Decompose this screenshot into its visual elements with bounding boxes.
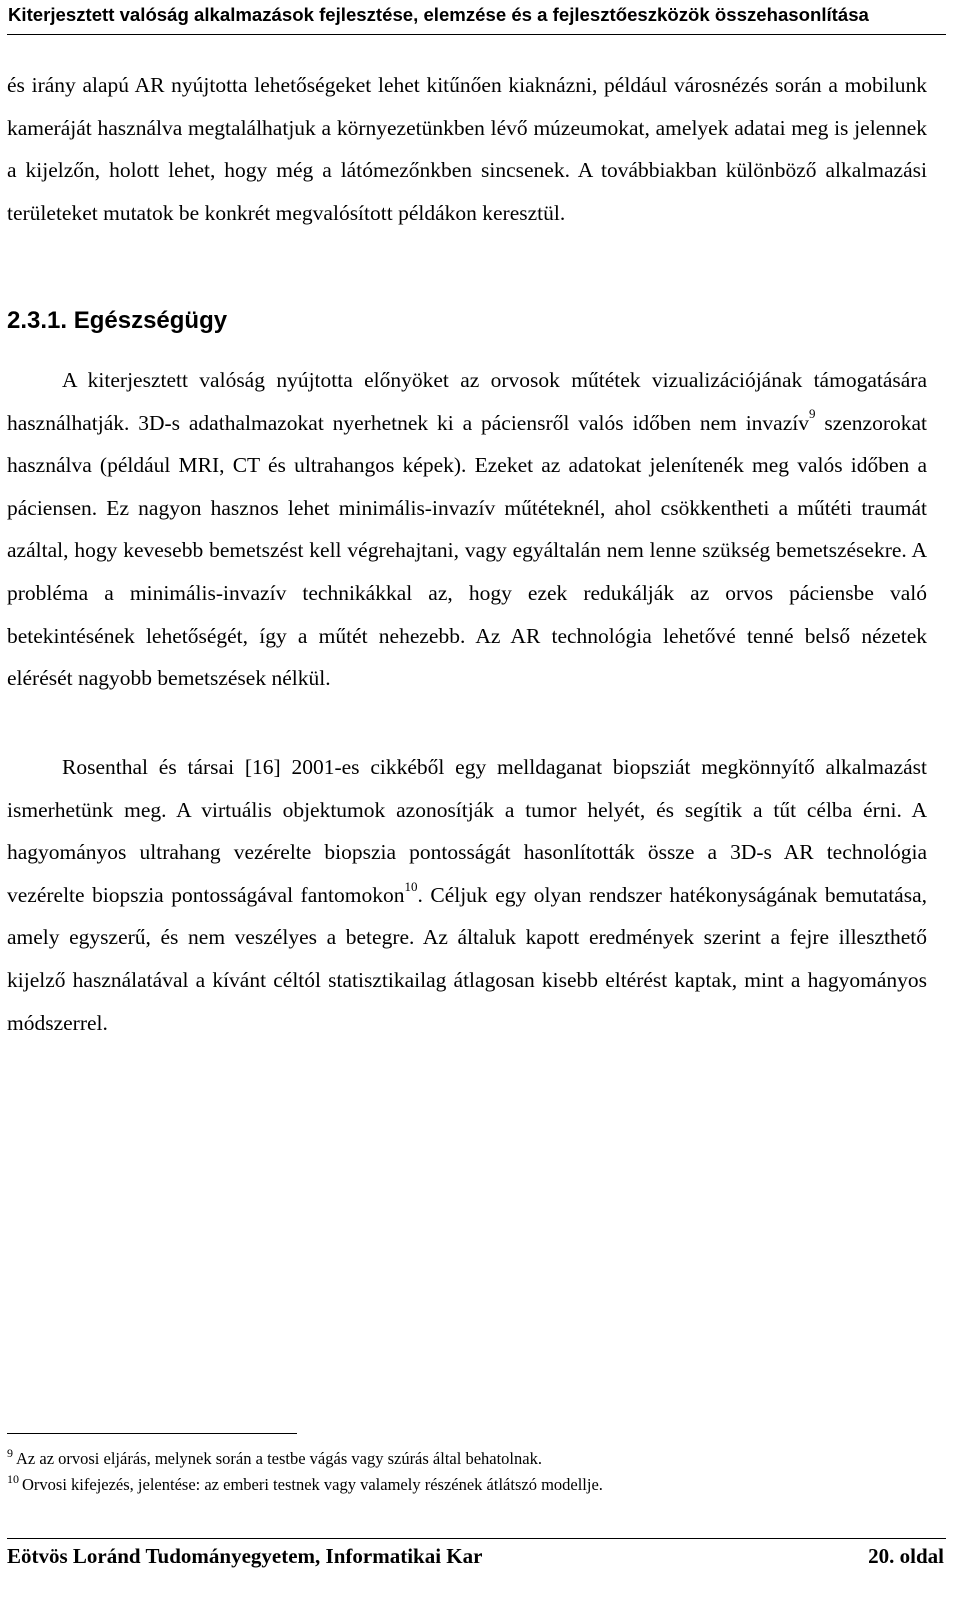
header-rule bbox=[7, 34, 946, 35]
footnote-ref-10[interactable]: 10 bbox=[404, 878, 418, 894]
footnote-text: Az az orvosi eljárás, melynek során a testbe vágás vagy szúrás által behatolnak. bbox=[16, 1449, 542, 1468]
paragraph-text: szenzorokat használva (például MRI, CT és ultrahangos képek). Ezeket az adatokat jelenítenék meg valós időben a páciensen. Ez nagyon hasznos lehet minimális-invazív műtéteknél, ahol csökkentheti a műtéti traumát azáltal, hogy kevesebb bemetszést kell végrehajtani, vagy egyáltalán nem lenne szükség bemetszésekre. A probléma a minimális-invazív technikákkal az, hogy ezek redukálják az orvos páciensbe való betekintésének lehetőségét, így a műtét nehezebb. Az AR technológia lehetővé tenné belső nézetek elérését nagyobb bemetszések nélkül. bbox=[7, 410, 928, 691]
paragraph-health-2 bbox=[7, 746, 927, 1044]
footnote-mark: 10 bbox=[7, 1472, 19, 1486]
footer-rule bbox=[7, 1538, 946, 1539]
footnote-10 bbox=[7, 1473, 937, 1498]
paragraph-text: A kiterjesztett valóság nyújtotta előnyöket az orvosok műtétek vizualizációjának támogatására használhatják. 3D-s adathalmazokat nyerhetnek ki a páciensről valós időben nem invazív bbox=[7, 368, 927, 435]
footnote-ref-9[interactable]: 9 bbox=[808, 406, 816, 422]
paragraph-text: Rosenthal és társai [16] 2001-es cikkéből egy melldaganat biopsziát megkönnyítő alkalmazást ismerhetünk meg. A virtuális objektumok azonosítják a tumor helyét, és segítik a tűt célba érni. A hagyományos ultrahang vezérelte biopszia pontosságát hasonlították össze a 3D-s AR technológia vezérelte biopszia pontosságával fantomokon bbox=[7, 755, 927, 907]
section-heading: 2.3.1. Egészségügy bbox=[7, 307, 228, 334]
paragraph-health-1 bbox=[7, 359, 927, 700]
paragraph-text: . Céljuk egy olyan rendszer hatékonyságának bemutatása, amely egyszerű, és nem veszélyes a betegre. Az általuk kapott eredmények szerint a fejre illeszthető kijelző használatával a kívánt céltól statisztikailag átlagosan kisebb eltérést kaptak, mint a hagyományos módszerrel. bbox=[7, 882, 927, 1035]
footnote-mark: 9 bbox=[7, 1446, 13, 1460]
footnote-text: Orvosi kifejezés, jelentése: az emberi testnek vagy valamely részének átlátszó modellje. bbox=[22, 1475, 603, 1494]
page-number: 20. oldal bbox=[868, 1544, 944, 1568]
paragraph-intro: és irány alapú AR nyújtotta lehetőségeket lehet kitűnően kiaknázni, például városnézés során a mobilunk kameráját használva megtalálhatjuk a környezetünkben lévő múzeumokat, amelyek adatai meg is jelennek a kijelzőn, holott lehet, hogy még a látómezőnkben sincsenek. A továbbiakban különböző alkalmazási területeket mutatok be konkrét megvalósított példákon keresztül. bbox=[7, 73, 927, 225]
footer-institution: Eötvös Loránd Tudományegyetem, Informatikai Kar bbox=[7, 1544, 483, 1568]
footnote-9 bbox=[7, 1447, 937, 1472]
running-header: Kiterjesztett valóság alkalmazások fejlesztése, elemzése és a fejlesztőeszközök összehasonlítása bbox=[8, 4, 869, 25]
footnote-rule bbox=[7, 1433, 297, 1434]
